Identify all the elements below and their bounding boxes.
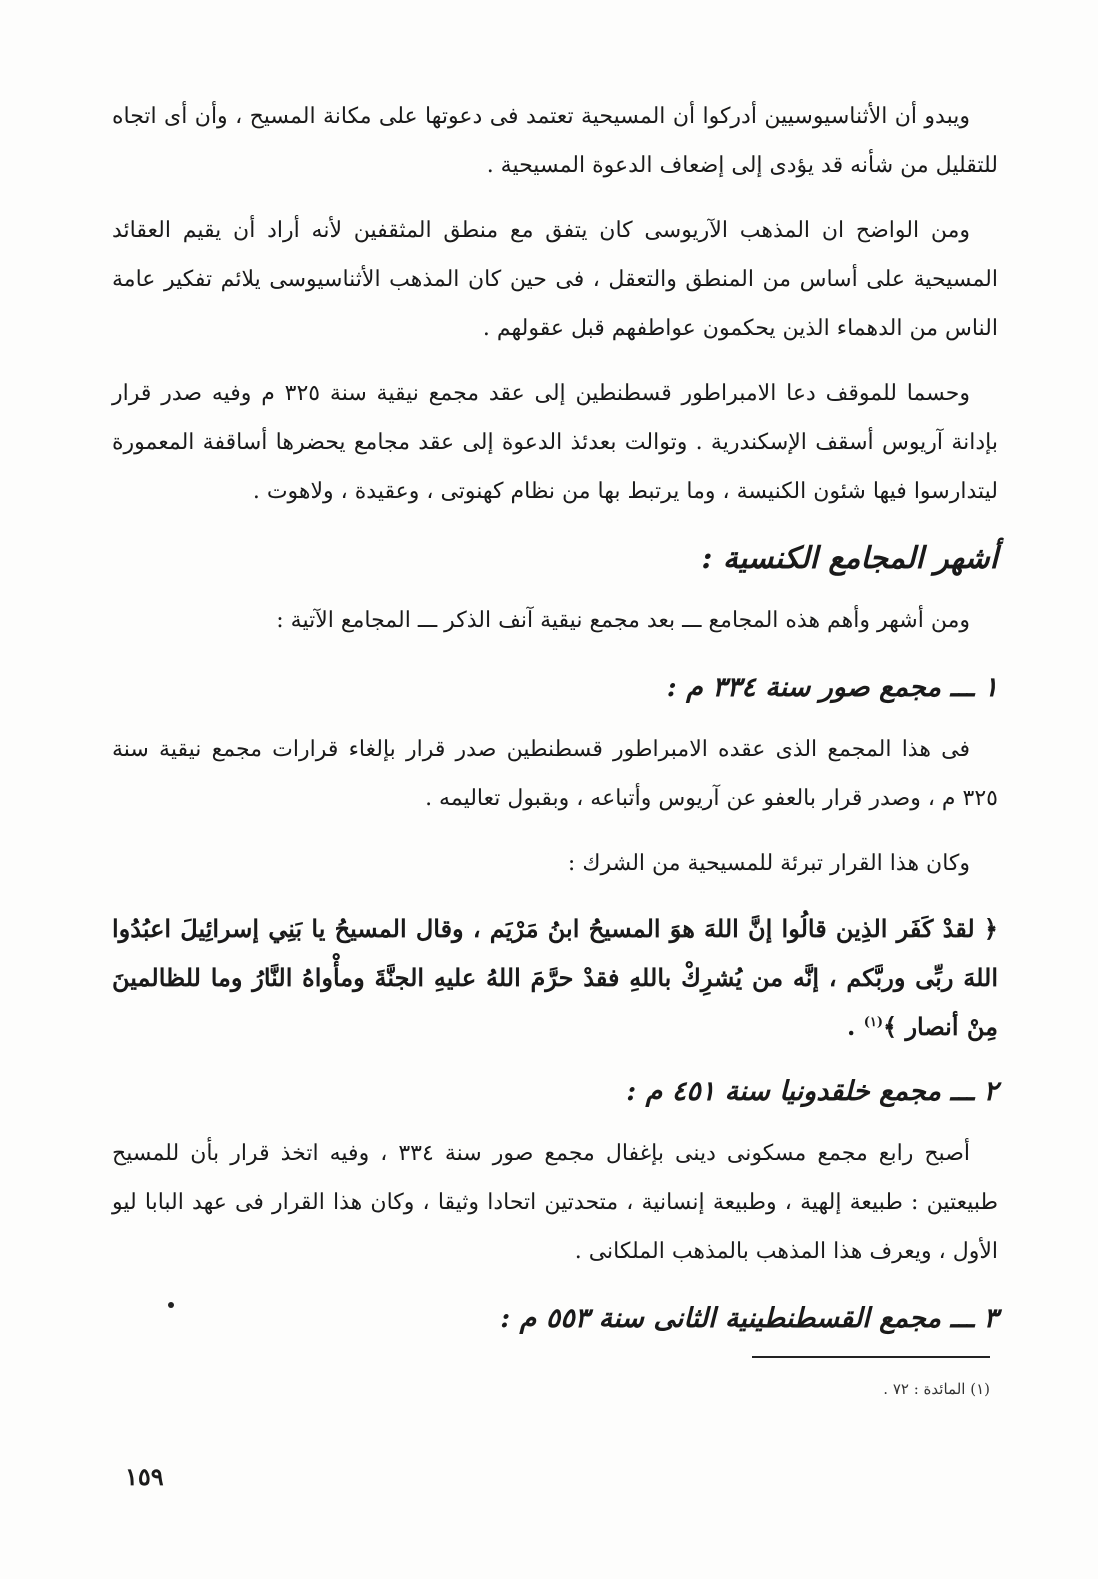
heading-council-constantinople: ٣ ـــ مجمع القسطنطينية الثانى سنة ٥٥٣ م : [500,1303,998,1334]
section-heading-famous-councils: أشهر المجامع الكنسية : [701,541,998,576]
paragraph-councils-intro: ومن أشهر وأهم هذه المجامع ـــ بعد مجمع نيقية آنف الذكر ـــ المجامع الآتية : [276,608,970,633]
page-body [112,92,998,1356]
footnote-marker: (١) [863,1015,884,1030]
paragraph-council-chalcedon: أصبح رابع مجمع مسكونى دينى بإغفال مجمع صور سنة ٣٣٤ ، وفيه اتخذ قرار بأن للمسيح طبيعتين : طبيعة إلهية ، وطبيعة إنسانية ، متحدتين اتحادا وثيقا ، وكان هذا القرار فى عهد البابا ليو الأول ، ويعرف هذا المذهب بالمذهب الملكانى . [112,1141,998,1264]
paragraph-athanasians: ويبدو أن الأثناسيوسيين أدركوا أن المسيحية تعتمد فى دعوتها على مكانة المسيح ، وأن أى اتجاه للتقليل من شأنه قد يؤدى إلى إضعاف الدعوة المسيحية . [112,104,998,178]
quote-end: . [847,1012,864,1041]
paragraph-arian-doctrine: ومن الواضح ان المذهب الآريوسى كان يتفق مع منطق المثقفين لأنه أراد أن يقيم العقائد المسيحية على أساس من المنطق والتعقل ، فى حين كان المذهب الأثناسيوسى يلائم تفكير عامة الناس من الدهماء الذين يحكمون عواطفهم قبل عقولهم . [112,218,998,341]
heading-council-tyre: ١ ـــ مجمع صور سنة ٣٣٤ م : [666,672,998,703]
page-number: ١٥٩ [125,1462,164,1491]
footnote-divider [752,1356,990,1358]
paragraph-acquittal: وكان هذا القرار تبرئة للمسيحية من الشرك : [567,851,970,876]
stray-dot-mark [168,1302,174,1308]
footnote: (١) المائدة : ٧٢ . [883,1380,990,1398]
paragraph-council-nicaea: وحسما للموقف دعا الامبراطور قسطنطين إلى عقد مجمع نيقية سنة ٣٢٥ م وفيه صدر قرار بإدانة آريوس أسقف الإسكندرية . وتوالت بعدئذ الدعوة إلى عقد مجامع يحضرها أساقفة المعمورة ليتدارسوا فيها شئون الكنيسة ، وما يرتبط بها من نظام كهنوتى ، وعقيدة ، ولاهوت . [112,381,998,504]
quote-text: ﴿ لقدْ كَفَر الذِين قالُوا إنَّ اللهَ هوَ المسيحُ ابنُ مَرْيَم ، وقال المسيحُ يا بَنِي إسرائِيلَ اعبُدُوا اللهَ ربِّى وربَّكم ، إنَّه من يُشرِكْ باللهِ فقدْ حرَّمَ اللهُ عليهِ الجنَّةَ ومأْواهُ النَّارُ وما للظالمينَ مِنْ أنصار ﴾ [112,914,998,1041]
quran-quote [112,904,998,1051]
paragraph-council-tyre: فى هذا المجمع الذى عقده الامبراطور قسطنطين صدر قرار بإلغاء قرارات مجمع نيقية سنة ٣٢٥ م ، وصدر قرار بالعفو عن آريوس وأتباعه ، وبقبول تعاليمه . [112,737,998,811]
heading-council-chalcedon: ٢ ـــ مجمع خلقدونيا سنة ٤٥١ م : [626,1076,998,1107]
